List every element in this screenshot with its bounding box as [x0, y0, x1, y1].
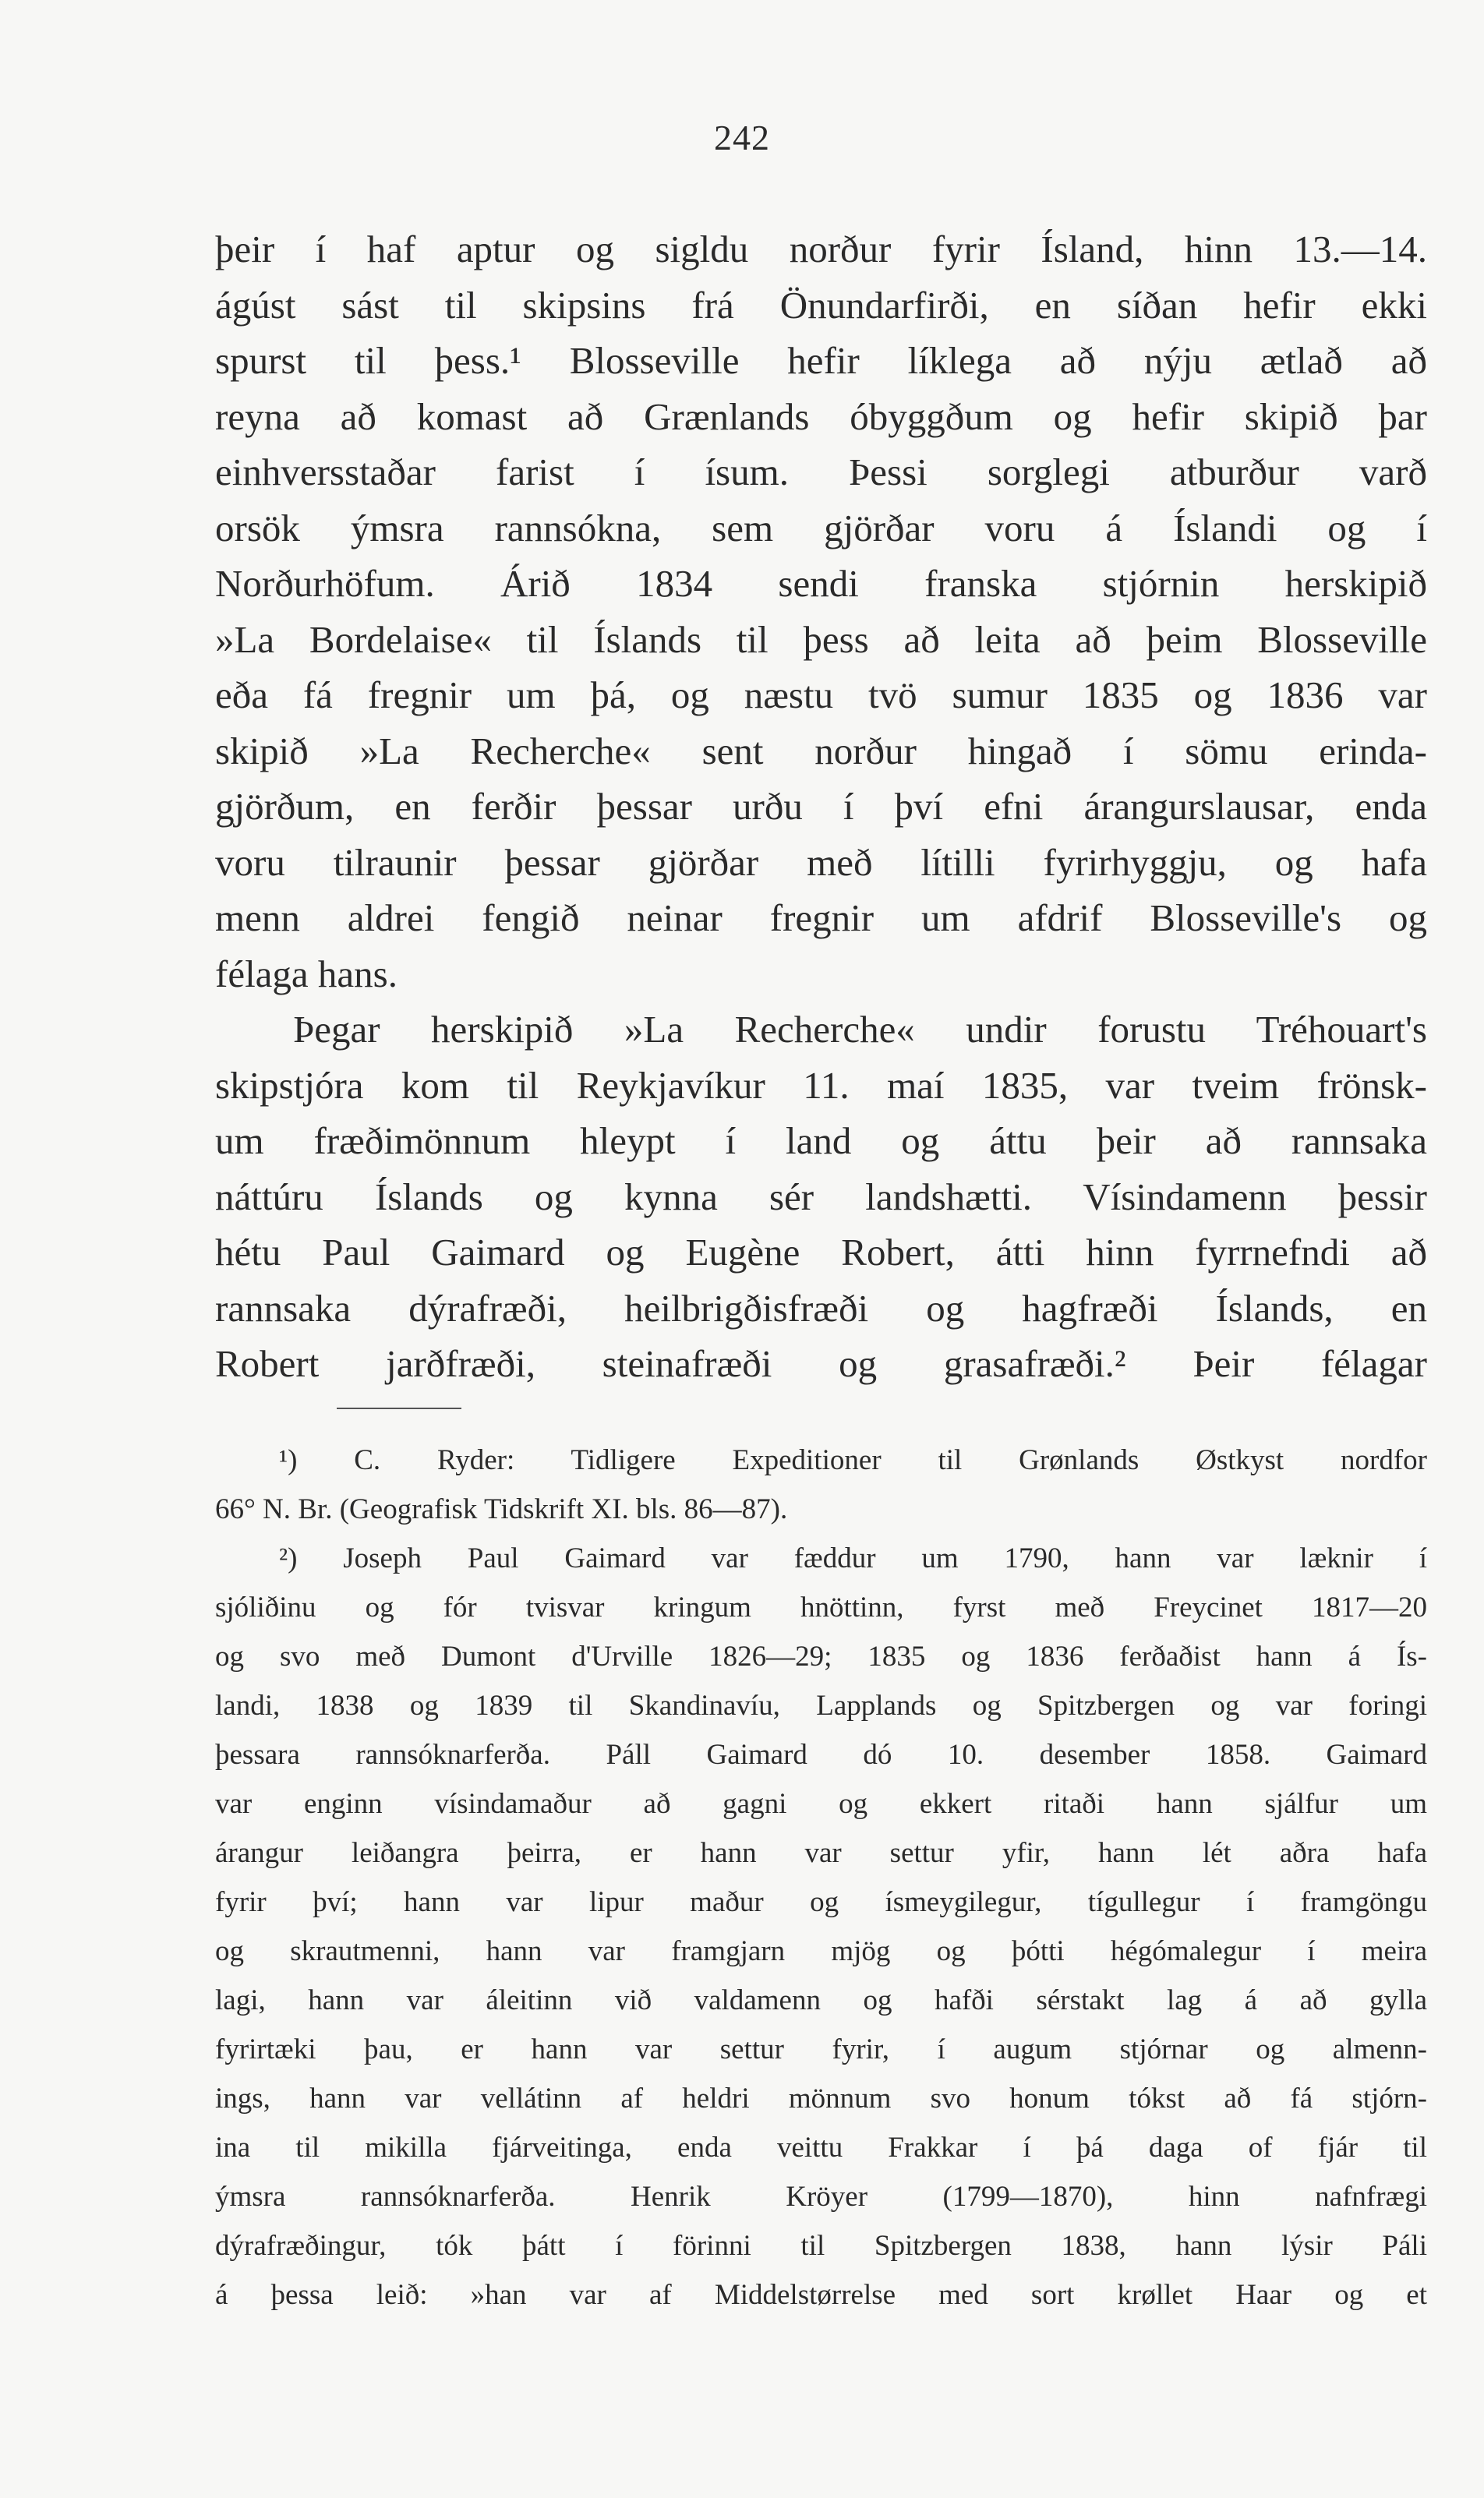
footnote-line: og svo með Dumont d'Urville 1826—29; 1835 og 1836 ferðaðist hann á Ís-: [215, 1641, 1427, 1673]
body-line: gjörðum, en ferðir þessar urðu í því efni árangurslausar, enda: [215, 785, 1427, 828]
body-line: félaga hans.: [215, 952, 398, 995]
body-line: um fræðimönnum hleypt í land og áttu þeir að rannsaka: [215, 1119, 1427, 1162]
footnote-line: 66° N. Br. (Geografisk Tidskrift XI. bls. 86—87).: [215, 1493, 788, 1525]
body-line: einhversstaðar farist í ísum. Þessi sorglegi atburður varð: [215, 450, 1427, 493]
footnote-line: dýrafræðingur, tók þátt í förinni til Spitzbergen 1838, hann lýsir Páli: [215, 2230, 1427, 2262]
body-line: Norðurhöfum. Árið 1834 sendi franska stjórnin herskipið: [215, 562, 1427, 605]
body-line: rannsaka dýrafræði, heilbrigðisfræði og hagfræði Íslands, en: [215, 1286, 1427, 1330]
footnote-line: ýmsra rannsóknarferða. Henrik Kröyer (1799—1870), hinn nafnfrægi: [215, 2181, 1427, 2213]
body-line: Þegar herskipið »La Recherche« undir forustu Tréhouart's: [293, 1008, 1427, 1051]
footnote-line: árangur leiðangra þeirra, er hann var settur yfir, hann lét aðra hafa: [215, 1837, 1427, 1869]
body-line: náttúru Íslands og kynna sér landshætti. Vísindamenn þessir: [215, 1175, 1427, 1218]
footnote-line: þessara rannsóknarferða. Páll Gaimard dó 10. desember 1858. Gaimard: [215, 1739, 1427, 1771]
body-line: »La Bordelaise« til Íslands til þess að leita að þeim Blosseville: [215, 617, 1427, 661]
footnotes: [215, 1436, 1427, 2320]
footnote-line: fyrirtæki þau, er hann var settur fyrir, í augum stjórnar og almenn-: [215, 2033, 1427, 2065]
body-line: ágúst sást til skipsins frá Önundarfirði, en síðan hefir ekki: [215, 283, 1427, 327]
body-text: [215, 221, 1427, 1392]
footnote-line: fyrir því; hann var lipur maður og ísmeygilegur, tígullegur í framgöngu: [215, 1886, 1427, 1918]
footnote-divider: [337, 1408, 461, 1409]
body-line: Robert jarðfræði, steinafræði og grasafræði.² Þeir félagar: [215, 1342, 1427, 1385]
footnote-line: lagi, hann var áleitinn við valdamenn og hafði sérstakt lag á að gylla: [215, 1984, 1427, 2016]
footnote-line: landi, 1838 og 1839 til Skandinavíu, Lapplands og Spitzbergen og var foringi: [215, 1690, 1427, 1722]
footnote-line: var enginn vísindamaður að gagni og ekkert ritaði hann sjálfur um: [215, 1788, 1427, 1820]
body-line: menn aldrei fengið neinar fregnir um afdrif Blosseville's og: [215, 896, 1427, 939]
body-line: eða fá fregnir um þá, og næstu tvö sumur 1835 og 1836 var: [215, 673, 1427, 716]
body-line: voru tilraunir þessar gjörðar með lítilli fyrirhyggju, og hafa: [215, 840, 1427, 884]
footnote-line: ings, hann var vellátinn af heldri mönnum svo honum tókst að fá stjórn-: [215, 2083, 1427, 2115]
body-line: skipstjóra kom til Reykjavíkur 11. maí 1835, var tveim frönsk-: [215, 1063, 1427, 1107]
body-line: reyna að komast að Grænlands óbyggðum og hefir skipið þar: [215, 394, 1427, 438]
footnote-line: ¹) C. Ryder: Tidligere Expeditioner til Grønlands Østkyst nordfor: [279, 1444, 1427, 1476]
body-line: orsök ýmsra rannsókna, sem gjörðar voru á Íslandi og í: [215, 506, 1427, 549]
footnote-line: á þessa leið: »han var af Middelstørrelse med sort krøllet Haar og et: [215, 2279, 1427, 2311]
body-line: spurst til þess.¹ Blosseville hefir líklega að nýju ætlað að: [215, 339, 1427, 382]
footnote-line: sjóliðinu og fór tvisvar kringum hnöttinn, fyrst með Freycinet 1817—20: [215, 1592, 1427, 1624]
body-line: hétu Paul Gaimard og Eugène Robert, átti hinn fyrrnefndi að: [215, 1231, 1427, 1274]
footnote-line: ²) Joseph Paul Gaimard var fæddur um 1790, hann var læknir í: [279, 1542, 1427, 1574]
body-line: þeir í haf aptur og sigldu norður fyrir Ísland, hinn 13.—14.: [215, 228, 1427, 270]
body-line: skipið »La Recherche« sent norður hingað í sömu erinda-: [215, 729, 1427, 772]
page-number: 242: [714, 118, 770, 157]
footnote-line: ina til mikilla fjárveitinga, enda veittu Frakkar í þá daga of fjár til: [215, 2132, 1427, 2164]
footnote-line: og skrautmenni, hann var framgjarn mjög og þótti hégómalegur í meira: [215, 1935, 1427, 1967]
